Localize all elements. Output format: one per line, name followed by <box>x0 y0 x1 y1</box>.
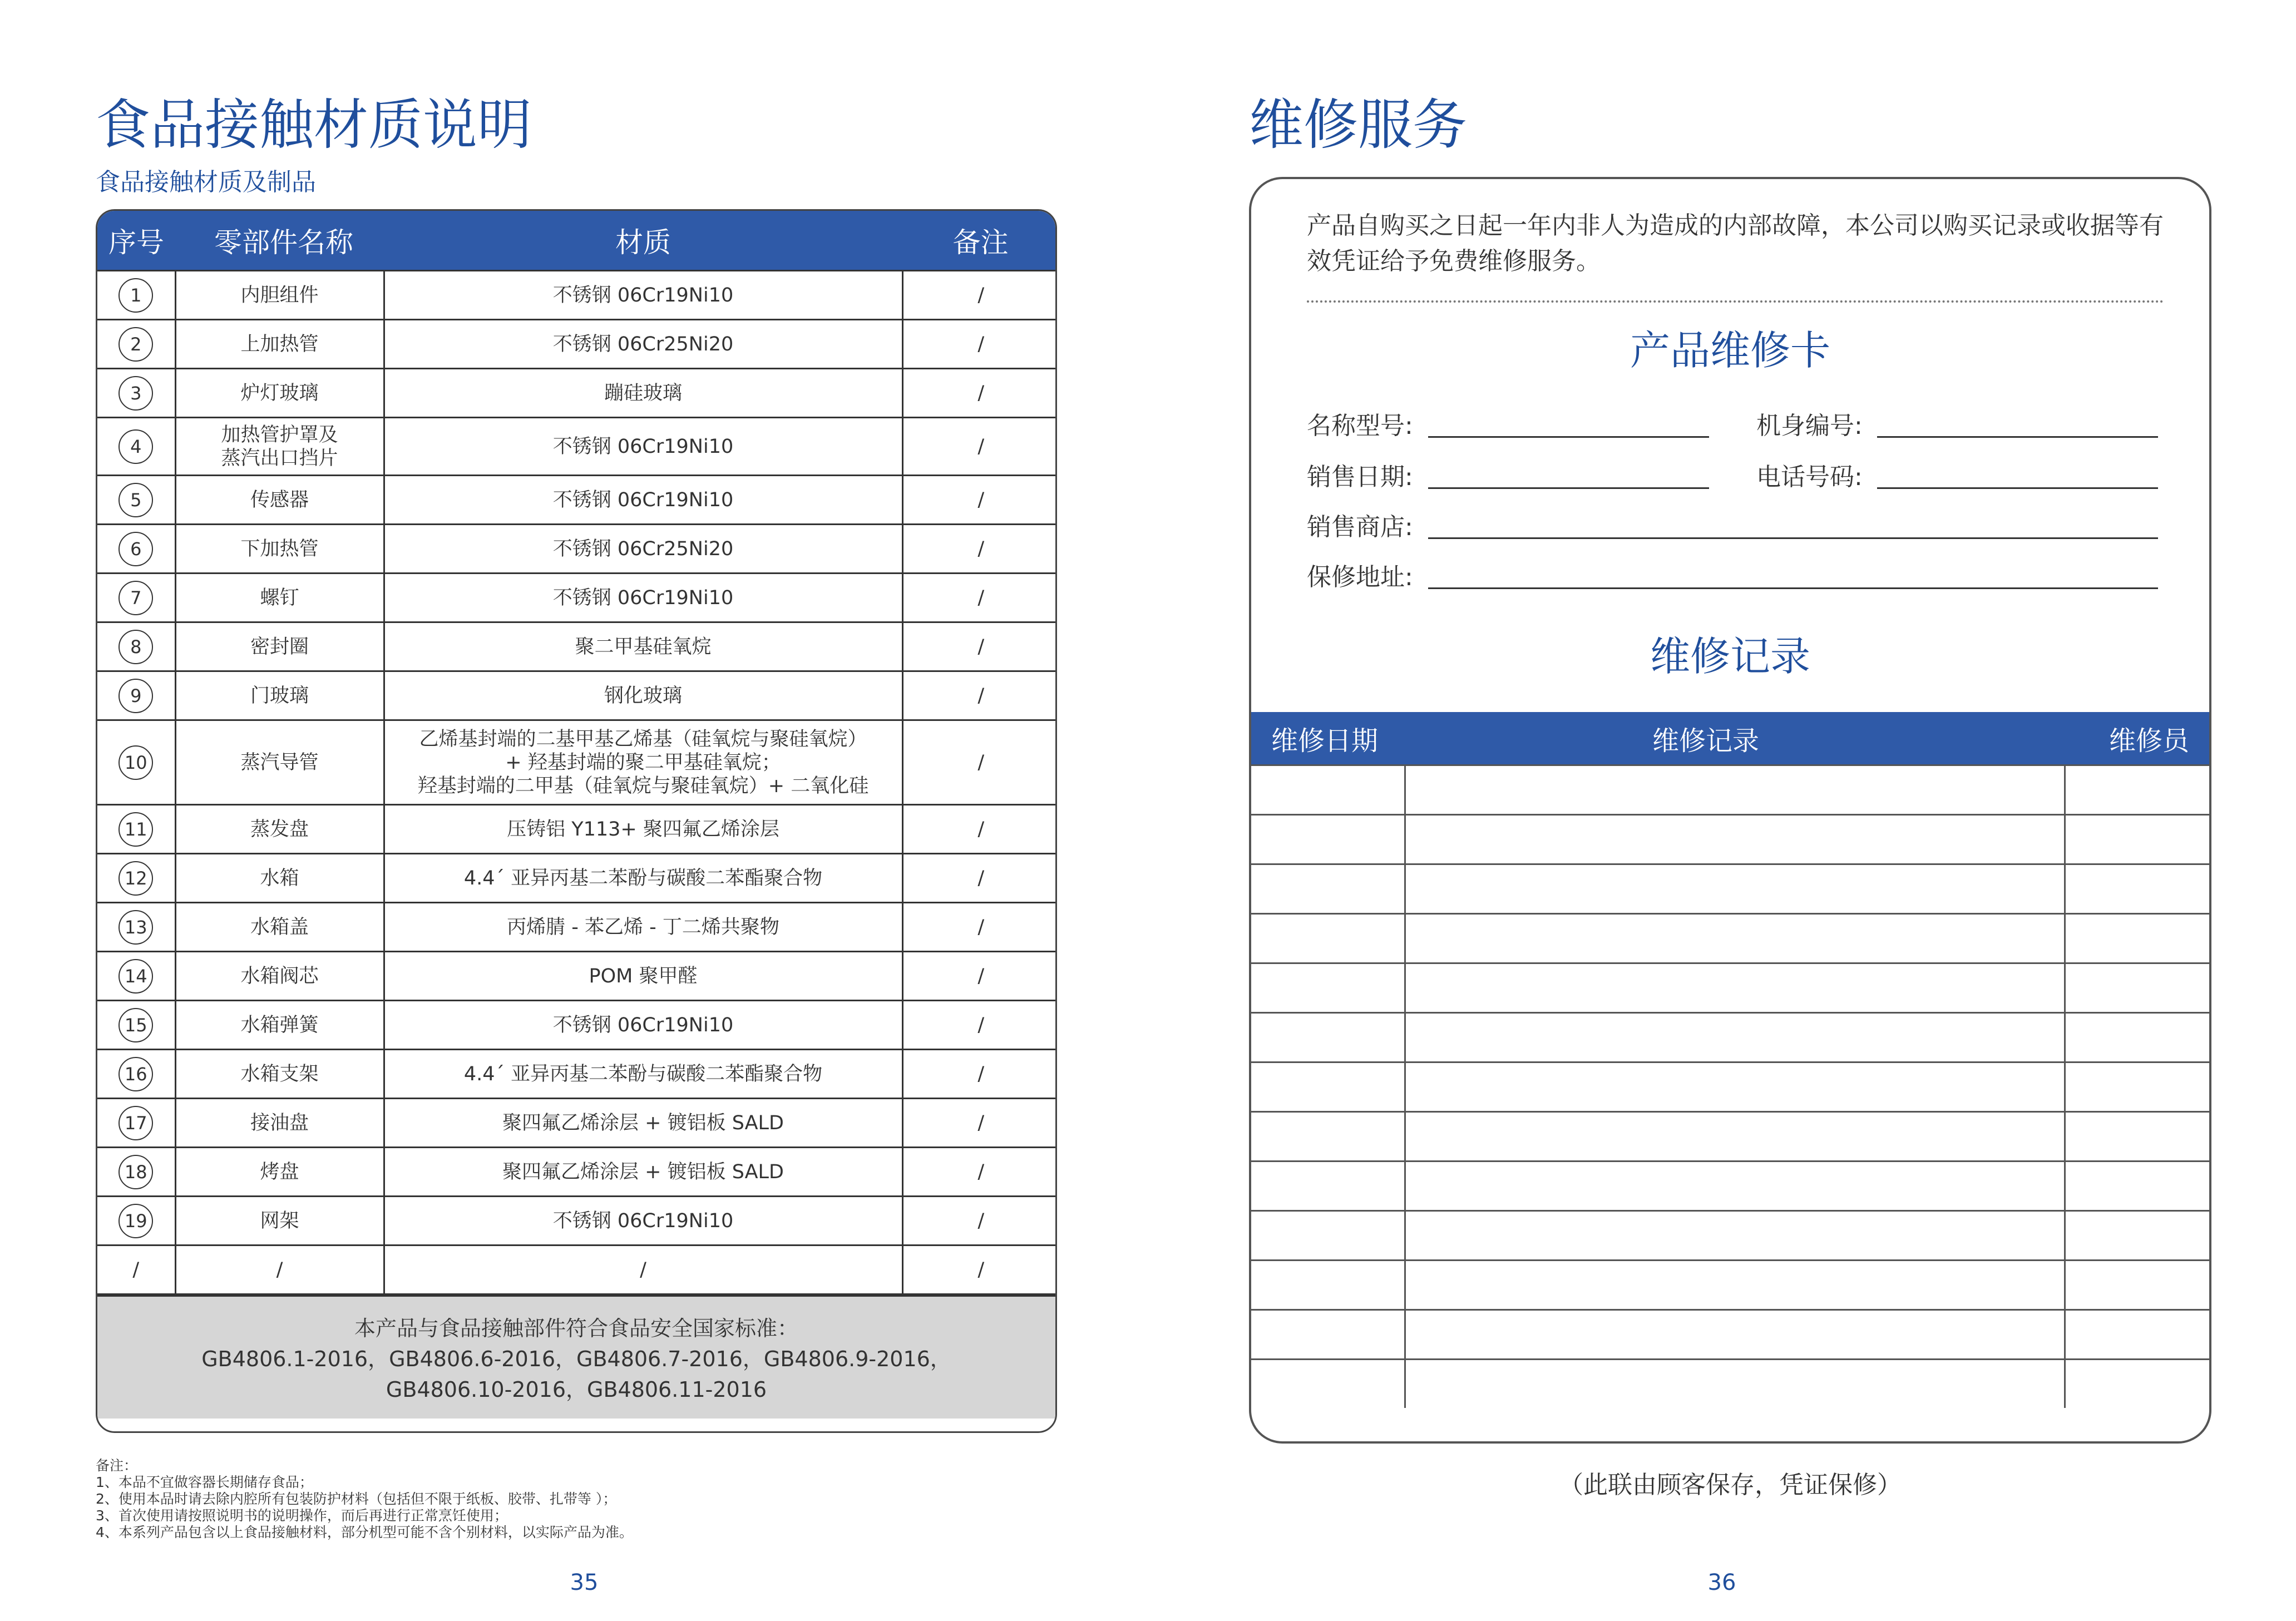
material-cell: 4.4ˊ 亚异丙基二苯酚与碳酸二苯酯聚合物 <box>384 854 902 903</box>
table-row <box>97 1099 1057 1148</box>
left-page-title: 食品接触材质说明 <box>96 93 532 157</box>
material-cell: 聚四氟乙烯涂层 + 镀铝板 SALD <box>384 1099 902 1148</box>
column-header-part-name: 零部件名称 <box>175 211 384 271</box>
note-cell: / <box>902 671 1057 720</box>
table-row <box>97 1246 1057 1294</box>
repairer-cell[interactable] <box>2065 914 2209 963</box>
part-name-cell: 水箱弹簧 <box>175 1001 384 1050</box>
row-number-circle: 2 <box>118 327 153 362</box>
repair-date-cell[interactable] <box>1251 1211 1405 1261</box>
repair-date-cell[interactable] <box>1251 1360 1405 1409</box>
repairer-cell[interactable] <box>2065 765 2209 815</box>
row-number-cell <box>97 1148 175 1197</box>
warranty-intro-text: 产品自购买之日起一年内非人为造成的内部故障，本公司以购买记录或收据等有效凭证给予免费维修服务。 <box>1307 211 2164 275</box>
repairer-cell[interactable] <box>2065 1310 2209 1360</box>
material-cell: 不锈钢 06Cr19Ni10 <box>384 418 902 476</box>
table-row <box>97 369 1057 418</box>
material-cell: 乙烯基封端的二基甲基乙烯基（硅氧烷与聚硅氧烷） + 羟基封端的聚二甲基硅氧烷； 羟基封端的二甲基（硅氧烷与聚硅氧烷）+ 二氧化硅 <box>384 720 902 805</box>
material-cell: 不锈钢 06Cr19Ni10 <box>384 1001 902 1050</box>
part-name-cell: 水箱阀芯 <box>175 952 384 1001</box>
repair-date-cell[interactable] <box>1251 1013 1405 1062</box>
note-line: 备注： <box>96 1457 138 1474</box>
part-name-cell: 门玻璃 <box>175 671 384 720</box>
row-number-circle: 5 <box>118 483 153 517</box>
repair-record-cell[interactable] <box>1405 1211 2065 1261</box>
repair-record-row <box>1251 1360 2209 1409</box>
table-row <box>97 1148 1057 1197</box>
repair-record-row <box>1251 1112 2209 1162</box>
column-header-number: 序号 <box>97 211 175 271</box>
sale-date-input-line[interactable] <box>1428 487 1709 489</box>
part-name-cell: 上加热管 <box>175 320 384 369</box>
address-label: 保修地址: <box>1307 563 1413 591</box>
row-number-circle: 19 <box>118 1204 153 1238</box>
material-cell: 不锈钢 06Cr19Ni10 <box>384 271 902 320</box>
row-number-cell <box>97 1197 175 1246</box>
store-label: 销售商店: <box>1307 513 1413 541</box>
note-cell: / <box>902 1050 1057 1099</box>
row-number-cell <box>97 1001 175 1050</box>
row-number-circle: 1 <box>118 278 153 313</box>
material-cell: 蹦硅玻璃 <box>384 369 902 418</box>
table-row <box>97 622 1057 671</box>
repair-record-cell[interactable] <box>1405 1261 2065 1310</box>
row-number-circle: 3 <box>118 376 153 411</box>
row-number-cell <box>97 525 175 574</box>
repair-record-cell[interactable] <box>1405 1162 2065 1211</box>
sale-date-label: 销售日期: <box>1307 463 1413 491</box>
repair-table-header <box>1251 712 2209 765</box>
note-cell: / <box>902 476 1057 525</box>
note-cell: / <box>902 1001 1057 1050</box>
repair-date-cell[interactable] <box>1251 963 1405 1013</box>
row-number-cell <box>97 574 175 622</box>
repair-date-cell[interactable] <box>1251 914 1405 963</box>
table-row <box>97 525 1057 574</box>
table-row <box>97 320 1057 369</box>
row-number-cell <box>97 903 175 952</box>
part-name-cell: 蒸汽导管 <box>175 720 384 805</box>
repair-date-cell[interactable] <box>1251 1062 1405 1112</box>
note-line: 1、本品不宜做容器长期储存食品； <box>96 1474 313 1490</box>
row-number-cell <box>97 418 175 476</box>
repair-record-row <box>1251 864 2209 914</box>
repair-record-row <box>1251 1162 2209 1211</box>
material-cell: 丙烯腈 - 苯乙烯 - 丁二烯共聚物 <box>384 903 902 952</box>
repair-record-title: 维修记录 <box>1650 633 1810 680</box>
material-cell: 4.4ˊ 亚异丙基二苯酚与碳酸二苯酯聚合物 <box>384 1050 902 1099</box>
table-row <box>97 1197 1057 1246</box>
repair-record-cell[interactable] <box>1405 1310 2065 1360</box>
address-input-line[interactable] <box>1428 587 2158 589</box>
note-cell: / <box>902 1148 1057 1197</box>
repair-record-row <box>1251 815 2209 864</box>
part-name-cell: / <box>175 1246 384 1294</box>
note-cell: / <box>902 622 1057 671</box>
table-header-row <box>97 211 1057 271</box>
repair-record-row <box>1251 1310 2209 1360</box>
repair-record-cell[interactable] <box>1405 1112 2065 1162</box>
customer-copy-note: （此联由顾客保存，凭证保修） <box>1559 1471 1902 1499</box>
row-number-cell <box>97 271 175 320</box>
row-number-circle: 16 <box>118 1057 153 1091</box>
food-contact-material-table <box>96 209 1057 1433</box>
model-input-line[interactable] <box>1428 436 1709 438</box>
repair-date-cell[interactable] <box>1251 765 1405 815</box>
row-number-circle: 13 <box>118 910 153 945</box>
page-number-left: 35 <box>570 1570 599 1595</box>
note-cell: / <box>902 369 1057 418</box>
note-cell: / <box>902 854 1057 903</box>
column-header-repair-record: 维修记录 <box>1405 712 2065 765</box>
material-cell: 钢化玻璃 <box>384 671 902 720</box>
note-cell: / <box>902 574 1057 622</box>
serial-label: 机身编号: <box>1756 412 1863 440</box>
food-safety-standard-box <box>97 1295 1055 1419</box>
material-cell: 压铸铝 Y113+ 聚四氟乙烯涂层 <box>384 805 902 854</box>
material-cell: 不锈钢 06Cr25Ni20 <box>384 525 902 574</box>
row-number-cell <box>97 622 175 671</box>
standard-line: GB4806.1-2016，GB4806.6-2016，GB4806.7-2016，GB4806.9-2016， <box>201 1347 951 1371</box>
row-number-circle: 10 <box>118 745 153 780</box>
row-number-circle: 12 <box>118 861 153 896</box>
repair-record-row <box>1251 765 2209 815</box>
repairer-cell[interactable] <box>2065 1211 2209 1261</box>
dotted-divider <box>1307 300 2164 303</box>
column-header-repairer: 维修员 <box>2065 712 2209 765</box>
part-name-cell: 传感器 <box>175 476 384 525</box>
row-number-cell <box>97 369 175 418</box>
repair-record-cell[interactable] <box>1405 1013 2065 1062</box>
note-cell: / <box>902 271 1057 320</box>
repairer-cell[interactable] <box>2065 1360 2209 1409</box>
repair-date-cell[interactable] <box>1251 864 1405 914</box>
material-cell: 不锈钢 06Cr25Ni20 <box>384 320 902 369</box>
note-cell: / <box>902 418 1057 476</box>
table-row <box>97 271 1057 320</box>
repair-record-cell[interactable] <box>1405 914 2065 963</box>
table-row <box>97 1050 1057 1099</box>
part-name-cell: 网架 <box>175 1197 384 1246</box>
table-row <box>97 720 1057 805</box>
note-line: 4、本系列产品包含以上食品接触材料，部分机型可能不含个别材料，以实际产品为准。 <box>96 1524 633 1540</box>
column-header-repair-date: 维修日期 <box>1251 712 1405 765</box>
part-name-cell: 接油盘 <box>175 1099 384 1148</box>
part-name-cell: 烤盘 <box>175 1148 384 1197</box>
row-number-cell <box>97 1050 175 1099</box>
material-cell: 聚二甲基硅氧烷 <box>384 622 902 671</box>
note-cell: / <box>902 720 1057 805</box>
row-number-cell <box>97 720 175 805</box>
material-cell: 不锈钢 06Cr19Ni10 <box>384 476 902 525</box>
repair-record-row <box>1251 963 2209 1013</box>
row-number-circle: 9 <box>118 679 153 713</box>
repair-record-cell[interactable] <box>1405 1360 2065 1409</box>
row-number-circle: 7 <box>118 581 153 615</box>
material-cell: 不锈钢 06Cr19Ni10 <box>384 1197 902 1246</box>
left-page-subtitle: 食品接触材质及制品 <box>96 168 316 196</box>
row-number-circle: 4 <box>118 429 153 464</box>
repair-date-cell[interactable] <box>1251 1261 1405 1310</box>
material-cell: 聚四氟乙烯涂层 + 镀铝板 SALD <box>384 1148 902 1197</box>
phone-label: 电话号码: <box>1756 463 1863 491</box>
model-label: 名称型号: <box>1307 412 1413 440</box>
note-line: 2、使用本品时请去除内腔所有包装防护材料（包括但不限于纸板、胶带、扎带等 ）； <box>96 1491 617 1507</box>
repair-record-cell[interactable] <box>1405 1062 2065 1112</box>
table-row <box>97 805 1057 854</box>
note-cell: / <box>902 903 1057 952</box>
warranty-card <box>1249 177 2211 1444</box>
part-name-cell: 炉灯玻璃 <box>175 369 384 418</box>
repair-record-cell[interactable] <box>1405 815 2065 864</box>
note-line: 3、首次使用请按照说明书的说明操作，而后再进行正常烹饪使用； <box>96 1508 508 1524</box>
note-cell: / <box>902 1246 1057 1294</box>
store-input-line[interactable] <box>1428 537 2158 539</box>
row-number-cell <box>97 805 175 854</box>
repair-date-cell[interactable] <box>1251 815 1405 864</box>
row-number-circle: 17 <box>118 1106 153 1140</box>
repair-record-cell[interactable] <box>1405 765 2065 815</box>
note-cell: / <box>902 525 1057 574</box>
row-number-circle: 8 <box>118 630 153 664</box>
right-page-title: 维修服务 <box>1249 93 1468 157</box>
material-cell: POM 聚甲醛 <box>384 952 902 1001</box>
part-name-cell: 内胆组件 <box>175 271 384 320</box>
repairer-cell[interactable] <box>2065 1062 2209 1112</box>
material-cell: 不锈钢 06Cr19Ni10 <box>384 574 902 622</box>
repair-record-table <box>1251 712 2209 1408</box>
part-name-cell: 加热管护罩及 蒸汽出口挡片 <box>175 418 384 476</box>
repair-record-row <box>1251 1261 2209 1310</box>
repair-date-cell[interactable] <box>1251 1162 1405 1211</box>
row-number-cell <box>97 952 175 1001</box>
table-row <box>97 574 1057 622</box>
material-cell: / <box>384 1246 902 1294</box>
table-row <box>97 476 1057 525</box>
note-cell: / <box>902 805 1057 854</box>
phone-input-line[interactable] <box>1877 487 2158 489</box>
repairer-cell[interactable] <box>2065 1013 2209 1062</box>
repair-date-cell[interactable] <box>1251 1310 1405 1360</box>
column-header-material: 材质 <box>384 211 902 271</box>
note-cell: / <box>902 1099 1057 1148</box>
note-cell: / <box>902 1197 1057 1246</box>
repair-card-title: 产品维修卡 <box>1630 327 1830 374</box>
row-number-cell <box>97 854 175 903</box>
row-number-cell <box>97 1099 175 1148</box>
repairer-cell[interactable] <box>2065 963 2209 1013</box>
table-row <box>97 418 1057 476</box>
row-number: / <box>132 1258 140 1281</box>
repair-record-row <box>1251 1211 2209 1261</box>
note-cell: / <box>902 320 1057 369</box>
row-number-circle: 15 <box>118 1008 153 1042</box>
row-number-cell <box>97 320 175 369</box>
repair-record-cell[interactable] <box>1405 864 2065 914</box>
repair-record-row <box>1251 914 2209 963</box>
serial-input-line[interactable] <box>1877 436 2158 438</box>
row-number-circle: 11 <box>118 812 153 847</box>
row-number-cell <box>97 476 175 525</box>
repairer-cell[interactable] <box>2065 1162 2209 1211</box>
table-row <box>97 903 1057 952</box>
repair-record-row <box>1251 1062 2209 1112</box>
table-row <box>97 952 1057 1001</box>
table-row <box>97 854 1057 903</box>
row-number-circle: 18 <box>118 1155 153 1189</box>
standard-line: GB4806.10-2016，GB4806.11-2016 <box>386 1377 767 1402</box>
part-name-cell: 下加热管 <box>175 525 384 574</box>
part-name-cell: 螺钉 <box>175 574 384 622</box>
repair-date-cell[interactable] <box>1251 1112 1405 1162</box>
repairer-cell[interactable] <box>2065 864 2209 914</box>
note-cell: / <box>902 952 1057 1001</box>
table-row <box>97 1001 1057 1050</box>
table-row <box>97 671 1057 720</box>
repair-record-cell[interactable] <box>1405 963 2065 1013</box>
repairer-cell[interactable] <box>2065 1261 2209 1310</box>
repairer-cell[interactable] <box>2065 815 2209 864</box>
part-name-cell: 水箱支架 <box>175 1050 384 1099</box>
part-name-cell: 水箱 <box>175 854 384 903</box>
repair-record-row <box>1251 1013 2209 1062</box>
part-name-cell: 水箱盖 <box>175 903 384 952</box>
part-name-cell: 蒸发盘 <box>175 805 384 854</box>
row-number-cell <box>97 671 175 720</box>
row-number-cell <box>97 1246 175 1294</box>
row-number-circle: 6 <box>118 532 153 566</box>
row-number-circle: 14 <box>118 959 153 994</box>
column-header-note: 备注 <box>902 211 1057 271</box>
page-number-right: 36 <box>1707 1570 1736 1595</box>
notes-block <box>96 1457 633 1541</box>
standard-line: 本产品与食品接触部件符合食品安全国家标准： <box>354 1316 798 1341</box>
part-name-cell: 密封圈 <box>175 622 384 671</box>
repairer-cell[interactable] <box>2065 1112 2209 1162</box>
